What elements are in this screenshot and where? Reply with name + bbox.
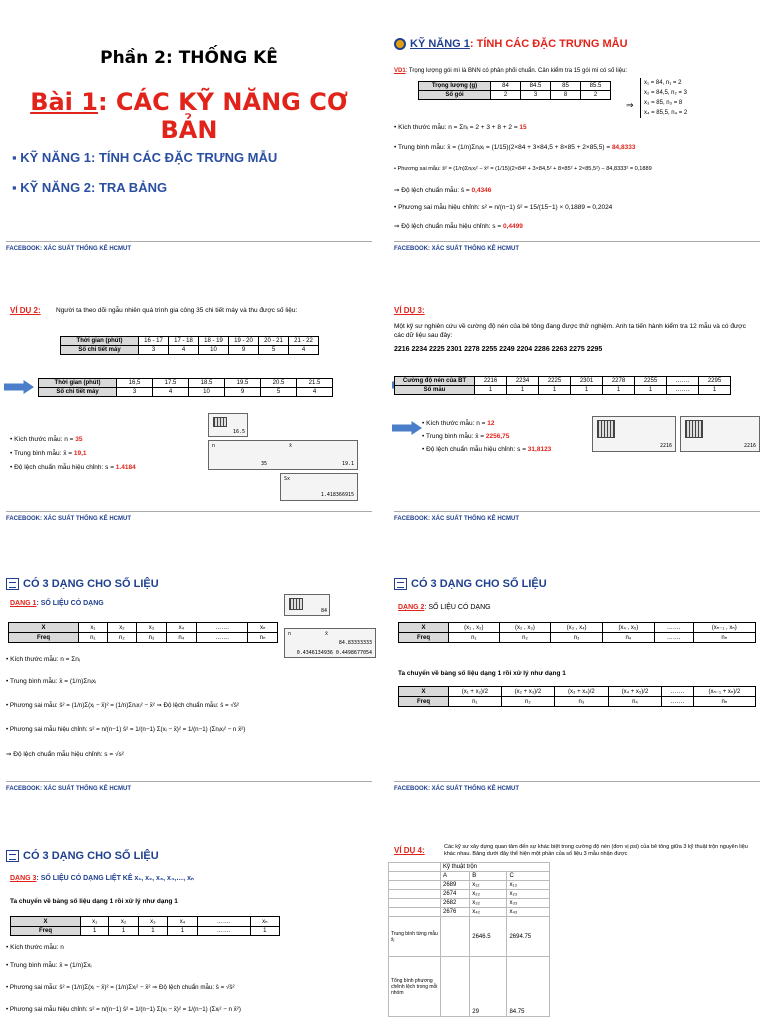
table-icon — [213, 417, 227, 427]
skill-item-1-label: KỸ NĂNG 1: TÍNH CÁC ĐẶC TRƯNG MẪU — [20, 150, 278, 165]
table-header: Số mẫu — [395, 386, 475, 395]
result-value: 19,1 — [73, 450, 87, 457]
table-cell: 2 — [581, 91, 611, 100]
table-cell: 17.5 — [153, 379, 189, 388]
calculator-screen — [680, 416, 760, 452]
slide-heading — [394, 578, 547, 590]
vd-label — [394, 846, 425, 855]
calculator-screen — [284, 594, 330, 616]
vd-text: : Trọng lượng gói mì là BNN có phân phối chuẩn. Cân kiểm tra 15 gói mì có số liệu: — [405, 68, 628, 74]
result-label: • Kích thước mẫu: n = — [10, 436, 76, 443]
table-cell: ……. — [654, 623, 693, 633]
table-cell: (x₄ + x₅)/2 — [608, 687, 662, 697]
table-cell: ……. — [196, 623, 248, 633]
heading-text: CÓ 3 DẠNG CHO SỐ LIỆU — [23, 850, 159, 862]
table-cell: x₂ — [109, 917, 138, 927]
table-cell: n₄ — [608, 697, 662, 707]
lesson-title — [0, 88, 378, 144]
calc-value: 0.4346134936 0.4498677054 — [296, 650, 372, 656]
result-value: 2256,75 — [485, 433, 510, 440]
vd-label — [10, 306, 41, 315]
calc-value: 35 — [261, 461, 268, 467]
table-cell: 19.5 — [225, 379, 261, 388]
table-cell: ……. — [662, 697, 694, 707]
implies-arrow: ⇒ — [626, 100, 634, 110]
table-cell: 18.5 — [189, 379, 225, 388]
table-cell: n₄ — [166, 633, 196, 643]
table-header: Freq — [11, 927, 81, 936]
vd-label — [394, 306, 425, 315]
form-label-text: : SỐ LIỆU CÓ DẠNG LIỆT KÊ x₁, x₂, x₃, x₄,…, xₙ — [36, 875, 194, 882]
formula-line — [394, 166, 652, 172]
table-cell: 2689 — [441, 881, 470, 890]
table-cell: n₂ — [107, 633, 136, 643]
table-cell: 3 — [117, 388, 153, 397]
table-cell: x₄₃ — [507, 908, 550, 917]
table-cell: (xₙ₋₁ , xₙ) — [693, 623, 755, 633]
table-cell: 10 — [189, 388, 225, 397]
formula-text: • Phương sai mẫu hiệu chỉnh: s² = n/(n−1) ŝ² = 15/(15−1) × 0,1889 = 0,2024 — [394, 204, 613, 211]
table-header: X — [11, 917, 81, 927]
formula-line: • Trung bình mẫu: x̄ = (1/n)Σxᵢ — [6, 962, 92, 969]
arrow-right-icon — [4, 380, 34, 394]
slide-title — [0, 8, 378, 256]
formula-text: • Trung bình mẫu: x̄ = (1/n)Σnᵢxᵢ = (1/15)(2×84 + 3×84,5 + 8×85 + 2×85,5) = — [394, 144, 612, 151]
table-cell: 1 — [571, 386, 603, 395]
slide-form2 — [388, 548, 766, 796]
table-cell: 1 — [603, 386, 635, 395]
formula-line: • Phương sai mẫu: ŝ² = (1/n)Σ(xᵢ − x̄)² = (1/n)Σxᵢ² − x̄² ⇒ Độ lệch chuẩn mẫu: ŝ = √ŝ² — [6, 984, 235, 991]
result-value: 35 — [75, 436, 83, 443]
lesson-prefix: Bài 1 — [30, 88, 98, 116]
table-cell: 21.5 — [297, 379, 333, 388]
table-cell: 2674 — [441, 890, 470, 899]
result-line — [422, 446, 551, 453]
table-cell: n₂ — [501, 697, 554, 707]
table-cell: 29 — [470, 957, 507, 1017]
table-cell: x₁₃ — [507, 881, 550, 890]
vd-intro — [394, 68, 627, 74]
calc-label: x̄ — [289, 443, 293, 449]
table-header: Freq — [399, 697, 449, 707]
system-line: x₄ = 85,5, n₄ = 2 — [644, 110, 688, 116]
formula-text: ⇒ Độ lệch chuẩn mẫu hiệu chỉnh: s = — [394, 223, 503, 230]
table-cell: 84.5 — [521, 82, 551, 91]
form-label-prefix: DẠNG 2 — [398, 604, 425, 611]
table-cell: xₙ — [248, 623, 278, 633]
calculator-screen — [284, 628, 376, 658]
calc-label: Sx — [284, 476, 291, 482]
calc-value: 84 — [320, 608, 327, 614]
table-cell: 17 - 18 — [169, 337, 199, 346]
formula-text: ⇒ Độ lệch chuẩn mẫu: ŝ = — [394, 187, 472, 194]
formula-line: • Kích thước mẫu: n = Σnᵢ — [6, 656, 80, 663]
mixing-table — [388, 862, 550, 1017]
table-cell: x₃₂ — [470, 899, 507, 908]
formula-line: ⇒ Độ lệch chuẩn mẫu hiệu chỉnh: s = √s² — [6, 751, 124, 758]
result-line — [10, 450, 87, 457]
result-label: • Trung bình mẫu: x̄ = — [10, 450, 74, 457]
table-cell: 18 - 19 — [199, 337, 229, 346]
slide-example4 — [388, 818, 766, 1024]
table-cell: n₁ — [79, 633, 108, 643]
table-cell: (x₂ , x₃) — [499, 623, 551, 633]
table-cell: 1 — [539, 386, 571, 395]
result-label: • Trung bình mẫu: x̄ = — [422, 433, 486, 440]
form-label-prefix: DẠNG 3 — [10, 875, 37, 882]
formula-line — [394, 124, 527, 131]
table-header: A — [441, 872, 470, 881]
table-cell: 1 — [168, 927, 198, 936]
formula-line — [394, 222, 523, 230]
slide-example2 — [0, 278, 378, 526]
footer: FACEBOOK: XÁC SUẤT THỐNG KÊ HCMUT — [6, 516, 131, 522]
result-label: • Độ lệch chuẩn mẫu hiệu chỉnh: s = — [422, 446, 528, 453]
table-cell: 2216 — [475, 377, 507, 386]
table-header: Kỹ thuật trộn — [441, 863, 550, 872]
vd-text: Một kỹ sư nghiên cứu về cường độ nén của bê tông đang được thử nghiệm. Anh ta tiến hành kiểm tra 12 mẫu và có được các dữ liệu sau đây: — [394, 323, 746, 339]
vd-label: VD1 — [394, 68, 406, 74]
data-table — [394, 376, 731, 395]
calc-value: 1.418366915 — [320, 492, 354, 498]
table-row-label: Tổng bình phương chênh lệch trong mỗi nhóm — [389, 957, 441, 1017]
table-cell: (x₂ + x₃)/2 — [501, 687, 554, 697]
value-system — [640, 78, 687, 118]
table-row-label: Trung bình từng mẫu x̄ⱼ — [389, 917, 441, 957]
table-cell: 4 — [289, 346, 319, 355]
document-icon — [394, 578, 407, 590]
calc-label: n — [212, 443, 216, 449]
table-cell: 2 — [491, 91, 521, 100]
table-cell: 2278 — [603, 377, 635, 386]
table-cell: 2295 — [699, 377, 731, 386]
table-cell: 84 — [491, 82, 521, 91]
table-cell: (x₄ , x₅) — [603, 623, 655, 633]
footer: FACEBOOK: XÁC SUẤT THỐNG KÊ HCMUT — [394, 786, 519, 792]
skill-item-2: ▪ KỸ NĂNG 2: TRA BẢNG — [12, 180, 168, 195]
table-cell: ……. — [662, 687, 694, 697]
table-cell: n₁ — [449, 697, 502, 707]
table-cell: 16 - 17 — [139, 337, 169, 346]
result-label: • Kích thước mẫu: n = — [422, 420, 488, 427]
interval-table — [60, 336, 319, 355]
table-cell: 2225 — [539, 377, 571, 386]
table-cell: (x₁ + x₂)/2 — [449, 687, 502, 697]
document-icon — [6, 578, 19, 590]
result-line — [10, 436, 83, 443]
table-cell: 1 — [475, 386, 507, 395]
lesson-rest: : CÁC KỸ NĂNG CƠ BẢN — [97, 88, 348, 144]
table-cell: 9 — [225, 388, 261, 397]
formula-line: • Trung bình mẫu: x̄ = (1/n)Σnᵢxᵢ — [6, 678, 97, 685]
skill-item-2-label: KỸ NĂNG 2: TRA BẢNG — [20, 180, 168, 195]
table-cell: 2234 — [507, 377, 539, 386]
arrow-right-icon — [392, 421, 422, 435]
divider — [394, 241, 760, 242]
table-cell: 2682 — [441, 899, 470, 908]
calc-value: 84.83333333 — [338, 640, 372, 646]
table-cell: x₃ — [138, 917, 168, 927]
result-value: 0,4499 — [502, 223, 523, 230]
table-cell: 1 — [635, 386, 667, 395]
form2-table — [398, 622, 756, 643]
table-header: Thời gian (phút) — [39, 379, 117, 388]
convert-note: Ta chuyển về bảng số liệu dạng 1 rồi xử lý như dạng 1 — [398, 670, 566, 677]
form-label — [10, 874, 194, 882]
table-header: Thời gian (phút) — [61, 337, 139, 346]
convert-note: Ta chuyển về bảng số liệu dạng 1 rồi xử lý như dạng 1 — [10, 898, 178, 905]
heading-text: CÓ 3 DẠNG CHO SỐ LIỆU — [23, 578, 159, 590]
calc-label: n — [288, 631, 292, 637]
table-cell: 5 — [259, 346, 289, 355]
result-line — [10, 464, 136, 471]
table-cell: nₙ — [248, 633, 278, 643]
divider — [6, 241, 372, 242]
calc-value: 19.1 — [341, 461, 354, 467]
divider — [394, 511, 760, 512]
table-cell: 5 — [261, 388, 297, 397]
table-header: Cường độ nén của BT — [395, 377, 475, 386]
slide-example3 — [388, 278, 766, 526]
table-cell: 3 — [139, 346, 169, 355]
table-cell: 1 — [699, 386, 731, 395]
table-cell: 9 — [229, 346, 259, 355]
calculator-screen — [592, 416, 676, 452]
table-cell: x₂₂ — [470, 890, 507, 899]
table-cell: 2301 — [571, 377, 603, 386]
table-cell: x₁ — [81, 917, 109, 927]
table-cell: x₂ — [107, 623, 136, 633]
table-header: B — [470, 872, 507, 881]
table-cell: ……. — [197, 927, 250, 936]
formula-line — [394, 144, 635, 151]
table-cell: x₁ — [79, 623, 108, 633]
form3-table — [10, 916, 280, 936]
table-cell: (x₃ , x₄) — [551, 623, 603, 633]
calc-value: 2216 — [743, 443, 756, 449]
table-header: Số chi tiết máy — [39, 388, 117, 397]
system-line: x₂ = 84,5, n₂ = 3 — [644, 90, 688, 96]
footer: FACEBOOK: XÁC SUẤT THỐNG KÊ HCMUT — [6, 246, 131, 252]
calculator-screen — [208, 440, 358, 470]
table-cell: n₃ — [555, 697, 609, 707]
table-cell: n₄ — [603, 633, 655, 643]
table-cell: 3 — [521, 91, 551, 100]
formula-text: • Kích thước mẫu: n = Σnᵢ = 2 + 3 + 8 + 2 = — [394, 124, 520, 131]
formula-line: • Phương sai mẫu hiệu chỉnh: s² = n/(n−1) ŝ² = 1/(n−1) Σ(xᵢ − x̄)² = 1/(n−1) (Σxᵢ² − n x̄²) — [6, 1006, 241, 1013]
form1-table — [8, 622, 278, 643]
vd-text: Người ta theo dõi ngẫu nhiên quá trình gia công 35 chi tiết máy và thu được số liệu: — [56, 307, 298, 314]
table-header: X — [399, 623, 449, 633]
table-cell: x₄₂ — [470, 908, 507, 917]
table-cell: 20.5 — [261, 379, 297, 388]
table-cell: 85 — [551, 82, 581, 91]
table-cell: ……. — [654, 633, 693, 643]
result-line — [422, 433, 509, 440]
table-icon — [685, 420, 703, 438]
part-title: Phần 2: THỐNG KÊ — [100, 48, 278, 68]
slide-heading — [394, 38, 628, 50]
calc-value: 2216 — [659, 443, 672, 449]
data-table — [418, 81, 611, 100]
table-cell: ……. — [196, 633, 248, 643]
heading-prefix: KỸ NĂNG 1 — [410, 38, 470, 50]
table-cell: 4 — [297, 388, 333, 397]
table-cell: ……. — [197, 917, 250, 927]
formula-text: • Phương sai mẫu: ŝ² = (1/n)Σnᵢxᵢ² − x̄² = (1/15)(2×84² + 3×84,5² + 8×85² + 2×85,5²) − 84,8333² = 0,1889 — [394, 166, 652, 172]
system-line: x₁ = 84, n₁ = 2 — [644, 80, 682, 86]
footer: FACEBOOK: XÁC SUẤT THỐNG KÊ HCMUT — [394, 516, 519, 522]
table-cell: x₁₂ — [470, 881, 507, 890]
table-cell: nₙ — [693, 697, 755, 707]
table-cell — [441, 917, 470, 957]
calc-value: 16.5 — [232, 429, 245, 435]
skill-item-1: ▪ KỸ NĂNG 1: TÍNH CÁC ĐẶC TRƯNG MẪU — [12, 150, 278, 165]
table-cell: n₃ — [551, 633, 603, 643]
table-icon — [597, 420, 615, 438]
calc-label: x̄ — [325, 631, 329, 637]
formula-line — [394, 186, 491, 194]
table-cell: 2676 — [441, 908, 470, 917]
slide-skill1 — [388, 8, 766, 256]
table-cell — [441, 957, 470, 1017]
table-cell: ……. — [667, 386, 699, 395]
result-value: 31,8123 — [527, 446, 552, 453]
form-label-prefix: DẠNG 1 — [10, 600, 37, 607]
table-header: C — [507, 872, 550, 881]
table-header: Freq — [399, 633, 449, 643]
table-cell: 4 — [169, 346, 199, 355]
divider — [394, 781, 760, 782]
system-line: x₃ = 85, n₃ = 8 — [644, 100, 683, 106]
table-cell: 21 - 22 — [289, 337, 319, 346]
form-label-text: : SỐ LIỆU CÓ DẠNG — [36, 600, 104, 607]
document-icon — [6, 850, 19, 862]
table-cell: n₂ — [499, 633, 551, 643]
heading-text: CÓ 3 DẠNG CHO SỐ LIỆU — [411, 578, 547, 590]
table-cell: 10 — [199, 346, 229, 355]
result-value: 1.4184 — [115, 464, 136, 471]
table-cell: ……. — [667, 377, 699, 386]
table-cell: 84.75 — [507, 957, 550, 1017]
midpoint-table — [38, 378, 333, 397]
formula-line: • Phương sai mẫu hiệu chỉnh: s² = n/(n−1) ŝ² = 1/(n−1) Σ(xᵢ − x̄)² = 1/(n−1) (Σnᵢxᵢ² − n x̄²) — [6, 726, 246, 733]
table-cell: x₄ — [166, 623, 196, 633]
calculator-screen — [280, 473, 358, 501]
table-cell: 1 — [109, 927, 138, 936]
slide-form1 — [0, 548, 378, 796]
table-header: Số chi tiết máy — [61, 346, 139, 355]
table-header: Số gói — [419, 91, 491, 100]
table-cell: 1 — [250, 927, 279, 936]
table-cell: x₃ — [137, 623, 167, 633]
table-cell: n₁ — [449, 633, 500, 643]
divider — [6, 781, 372, 782]
table-cell: 20 - 21 — [259, 337, 289, 346]
table-header: X — [399, 687, 449, 697]
table-cell: 4 — [153, 388, 189, 397]
vd-label-text: VÍ DỤ 4: — [394, 846, 425, 855]
slide-heading — [6, 850, 159, 862]
table-header: Freq — [9, 633, 79, 643]
result-value: 84,8333 — [611, 144, 636, 151]
form-label-text: : SỐ LIỆU CÓ DẠNG — [424, 604, 491, 611]
table-cell: 2255 — [635, 377, 667, 386]
table-cell: (x₃ + x₄)/2 — [555, 687, 609, 697]
slide-heading — [6, 578, 159, 590]
table-cell: nₙ — [693, 633, 755, 643]
table-header: X — [9, 623, 79, 633]
table-cell: 1 — [81, 927, 109, 936]
midpoint-table — [398, 686, 756, 707]
heading-rest: : TÍNH CÁC ĐẶC TRƯNG MẪU — [469, 38, 628, 50]
table-cell: 2694.75 — [507, 917, 550, 957]
calculator-screen — [208, 413, 248, 437]
table-cell: 19 - 20 — [229, 337, 259, 346]
footer: FACEBOOK: XÁC SUẤT THỐNG KÊ HCMUT — [6, 786, 131, 792]
table-cell: 1 — [507, 386, 539, 395]
formula-line — [394, 204, 612, 211]
table-cell: x₃₃ — [507, 899, 550, 908]
result-value: 15 — [519, 124, 527, 131]
table-header: Trọng lượng (g) — [419, 82, 491, 91]
formula-line: • Phương sai mẫu: ŝ² = (1/n)Σ(xᵢ − x̄)² = (1/n)Σnᵢxᵢ² − x̄² ⇒ Độ lệch chuẩn mẫu: ŝ = √ŝ² — [6, 702, 239, 709]
result-value: 12 — [487, 420, 495, 427]
table-cell: 2646.5 — [470, 917, 507, 957]
form-label — [10, 600, 104, 607]
formula-line: • Kích thước mẫu: n — [6, 944, 64, 951]
result-line — [422, 420, 495, 427]
table-cell: 85.5 — [581, 82, 611, 91]
slide-form3 — [0, 818, 378, 1024]
vd-text: Các kỹ sư xây dựng quan tâm đến sự khác biệt trong cường độ nén (đơn vị psi) của bê tông giữa 3 kỹ thuật trộn nguyên liệu khác nhau. Bảng dưới đây thể hiện một phần của số liệu 3 mẫu nhận được — [444, 844, 748, 857]
table-cell: x₄ — [168, 917, 198, 927]
table-cell: x₂₃ — [507, 890, 550, 899]
vd-label-text: VÍ DỤ 2: — [10, 306, 41, 315]
footer: FACEBOOK: XÁC SUẤT THỐNG KÊ HCMUT — [394, 246, 519, 252]
table-cell: (xₙ₋₁ + xₙ)/2 — [693, 687, 755, 697]
result-value: 0,4346 — [471, 187, 492, 194]
table-cell: 16,5 — [117, 379, 153, 388]
table-cell: 8 — [551, 91, 581, 100]
table-cell: 1 — [138, 927, 168, 936]
data-values: 2216 2234 2225 2301 2278 2255 2249 2204 2286 2263 2275 2295 — [394, 346, 603, 353]
table-cell: (x₁ , x₂) — [449, 623, 500, 633]
vd-label-text: VÍ DỤ 3: — [394, 306, 425, 315]
table-cell: n₃ — [137, 633, 167, 643]
result-label: • Độ lệch chuẩn mẫu hiệu chỉnh: s = — [10, 464, 116, 471]
form-label — [398, 604, 491, 611]
gear-icon — [394, 38, 406, 50]
table-icon — [289, 598, 303, 610]
table-cell: xₙ — [250, 917, 279, 927]
divider — [6, 511, 372, 512]
